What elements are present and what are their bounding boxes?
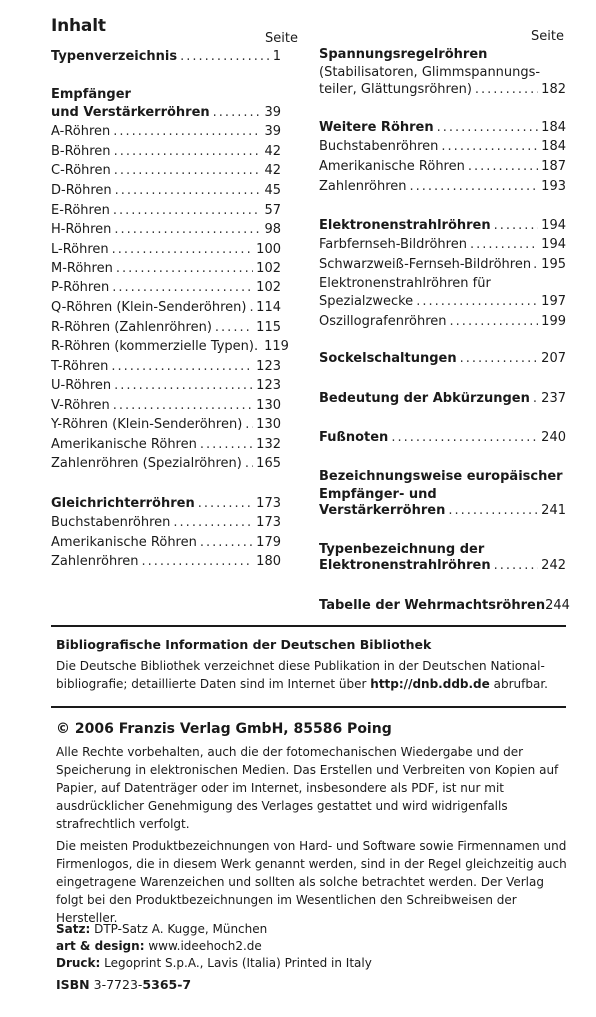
toc-entry: Amerikanische Röhren ..... 187 (319, 157, 566, 176)
toc-entry-typenverzeichnis: Typenverzeichnis ..... 1 (51, 47, 281, 66)
toc-entry: A-Röhren ..... 39 (51, 122, 281, 141)
toc-entry: Buchstabenröhren ..... 184 (319, 137, 566, 156)
toc-entry: Oszillografenröhren ..... 199 (319, 312, 566, 331)
toc-section-spannung-line1: Spannungsregelröhren (319, 47, 488, 62)
divider-rule (51, 625, 566, 627)
toc-entry: M-Röhren ..... 102 (51, 259, 281, 278)
toc-entry: Amerikanische Röhren ..... 132 (51, 435, 281, 454)
toc-section-bedeutung: Bedeutung der Abkürzungen ..... 237 (319, 389, 566, 408)
toc-entry: U-Röhren ..... 123 (51, 376, 281, 395)
toc-section-bezeichnung-line1: Bezeichnungsweise europäischer (319, 469, 563, 484)
toc-entry: B-Röhren ..... 42 (51, 142, 281, 161)
toc-entry: Y-Röhren (Klein-Senderöhren) ..... 130 (51, 415, 281, 434)
toc-section-wehrmacht: Tabelle der Wehrmachtsröhren 244 (319, 598, 570, 613)
toc-entry: L-Röhren ..... 100 (51, 240, 281, 259)
toc-entry-spezial-line1: Elektronenstrahlröhren für (319, 276, 491, 291)
toc-entry: C-Röhren ..... 42 (51, 161, 281, 180)
left-page-column-header: Seite (265, 31, 298, 46)
toc-entry: T-Röhren ..... 123 (51, 357, 281, 376)
toc-entry: Q-Röhren (Klein-Senderöhren) ..... 114 (51, 298, 281, 317)
right-page-column-header: Seite (531, 29, 564, 44)
toc-entry: Farbfernseh-Bildröhren ..... 194 (319, 235, 566, 254)
toc-section-weitere: Weitere Röhren ..... 184 (319, 118, 566, 137)
toc-title: Inhalt (51, 16, 106, 36)
toc-entry: R-Röhren (kommerzielle Typen). 119 (51, 339, 289, 354)
toc-entry: Zahlenröhren (Spezialröhren) ..... 165 (51, 454, 281, 473)
toc-section-empfaenger-line1: Empfänger (51, 87, 131, 102)
biblio-heading: Bibliografische Information der Deutschen Bibliothek (56, 637, 432, 652)
toc-section-sockel: Sockelschaltungen ..... 207 (319, 349, 566, 368)
toc-section-empfaenger: und Verstärkerröhren ..... 39 (51, 103, 281, 122)
toc-entry-spezial: Spezialzwecke ..... 197 (319, 292, 566, 311)
copyright-heading: © 2006 Franzis Verlag GmbH, 85586 Poing (56, 721, 392, 737)
toc-entry: V-Röhren ..... 130 (51, 396, 281, 415)
toc-entry: R-Röhren (Zahlenröhren) ..... 115 (51, 318, 281, 337)
toc-entry: Schwarzweiß-Fernseh-Bildröhren ..... 195 (319, 255, 566, 274)
toc-entry: H-Röhren ..... 98 (51, 220, 281, 239)
toc-entry: P-Röhren ..... 102 (51, 278, 281, 297)
rights-paragraph: Alle Rechte vorbehalten, auch die der fotomechanischen Wiedergabe und der Speicherung in elektronischen Medien. Das Erstellen und Verbreiten von Kopien auf Papier, auf Datenträger oder im Internet, insbesondere als PDF, ist nur mit ausdrücklicher Genehmigung des Verlages gestattet und wird widrigenfalls strafrechtlich verfolgt. (56, 745, 559, 831)
divider-rule (51, 706, 566, 708)
toc-section-elektronen: Elektronenstrahlröhren ..... 194 (319, 216, 566, 235)
isbn: ISBN 3-7723-5365-7 (56, 977, 192, 992)
credit-satz: Satz: DTP-Satz A. Kugge, München (56, 922, 268, 936)
trademark-paragraph: Die meisten Produktbezeichnungen von Hard- und Software sowie Firmennamen und Firmenlogos, die in diesem Werk genannt werden, sind in der Regel gleichzeitig auch eingetragene Warenzeichen und sollten als solche betrachtet werden. Der Verlag folgt bei den Produktbezeichnungen im Wesentlichen den Schreibweisen der Hersteller. (56, 839, 567, 925)
toc-entry: Amerikanische Röhren ..... 179 (51, 533, 281, 552)
toc-section-typenbez: Elektronenstrahlröhren ..... 242 (319, 556, 566, 575)
credit-art-design: art & design: www.ideehoch2.de (56, 939, 262, 953)
toc-entry: Zahlenröhren ..... 180 (51, 552, 281, 571)
toc-entry: D-Röhren ..... 45 (51, 181, 281, 200)
toc-entry: E-Röhren ..... 57 (51, 201, 281, 220)
toc-section-spannung: teiler, Glättungsröhren) ..... 182 (319, 80, 566, 99)
toc-section-typenbez-line1: Typenbezeichnung der (319, 542, 485, 557)
leader-dots (180, 47, 270, 66)
toc-entry: Buchstabenröhren ..... 173 (51, 513, 281, 532)
toc-section-spannung-line2: (Stabilisatoren, Glimmspannungs- (319, 65, 541, 80)
dnb-url: http://dnb.ddb.de (370, 677, 490, 691)
toc-section-bezeichnung-line2: Empfänger- und (319, 487, 437, 502)
biblio-text: Die Deutsche Bibliothek verzeichnet diese Publikation in der Deutschen National- bibliografie; detaillierte Daten sind im Internet über http://dnb.ddb.de abrufbar. (56, 659, 548, 691)
toc-section-bezeichnung: Verstärkerröhren ..... 241 (319, 501, 566, 520)
toc-entry: Zahlenröhren ..... 193 (319, 177, 566, 196)
credit-druck: Druck: Legoprint S.p.A., Lavis (Italia) Printed in Italy (56, 956, 372, 970)
toc-section-gleichrichter: Gleichrichterröhren ..... 173 (51, 494, 281, 513)
toc-section-fussnoten: Fußnoten ..... 240 (319, 428, 566, 447)
